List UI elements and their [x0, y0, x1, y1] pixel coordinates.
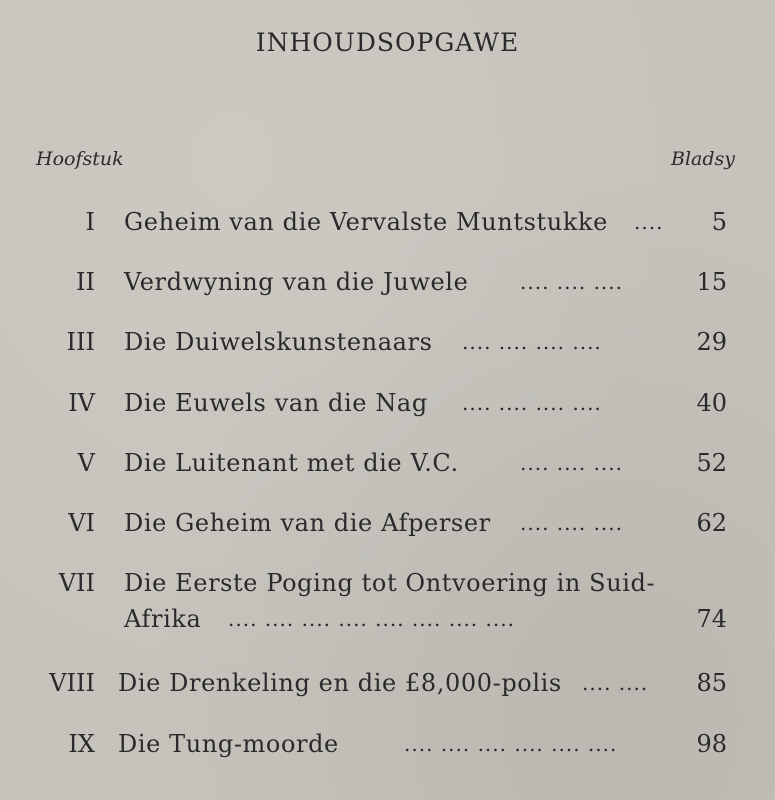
leader-dots: .... .... .... ....: [462, 330, 602, 354]
chapter-title-continued: Afrika: [124, 605, 202, 633]
leader-dots: .... .... .... .... .... ....: [404, 732, 618, 756]
chapter-number: VI: [68, 509, 95, 537]
page-number: 98: [696, 730, 727, 758]
chapter-title: Die Tung-moorde: [118, 730, 339, 758]
leader-dots: .... .... .... .... .... .... .... ....: [228, 607, 515, 631]
chapter-title: Die Euwels van die Nag: [124, 389, 428, 417]
page-title: INHOUDSOPGAWE: [255, 28, 520, 57]
chapter-column-header: Hoofstuk: [36, 148, 124, 170]
chapter-number: III: [66, 328, 95, 356]
leader-dots: .... ....: [582, 671, 649, 695]
page-number: 15: [696, 268, 727, 296]
chapter-number: V: [77, 449, 95, 477]
chapter-number: IV: [68, 389, 95, 417]
page-number: 29: [696, 328, 727, 356]
page-column-header: Bladsy: [670, 148, 735, 170]
page-number: 74: [696, 605, 727, 633]
chapter-number: II: [76, 268, 95, 296]
page-number: 62: [696, 509, 727, 537]
leader-dots: .... .... ....: [520, 270, 624, 294]
leader-dots: .... .... .... ....: [462, 391, 602, 415]
page-number: 40: [696, 389, 727, 417]
chapter-title: Die Duiwelskunstenaars: [124, 328, 433, 356]
chapter-number: I: [85, 208, 95, 236]
chapter-title: Die Geheim van die Afperser: [124, 509, 491, 537]
page-number: 5: [711, 208, 727, 236]
chapter-title: Geheim van die Vervalste Muntstukke: [124, 208, 608, 236]
chapter-number: VII: [58, 569, 95, 597]
page-number: 52: [696, 449, 727, 477]
leader-dots: .... .... ....: [520, 451, 624, 475]
leader-dots: ....: [634, 210, 664, 234]
chapter-title: Die Eerste Poging tot Ontvoering in Suid-: [124, 569, 656, 597]
chapter-number: VIII: [49, 669, 95, 697]
leader-dots: .... .... ....: [520, 511, 624, 535]
chapter-title: Die Drenkeling en die £8,000-polis: [118, 669, 562, 697]
chapter-title: Verdwyning van die Juwele: [124, 268, 469, 296]
page-number: 85: [696, 669, 727, 697]
chapter-number: IX: [68, 730, 95, 758]
chapter-title: Die Luitenant met die V.C.: [124, 449, 459, 477]
